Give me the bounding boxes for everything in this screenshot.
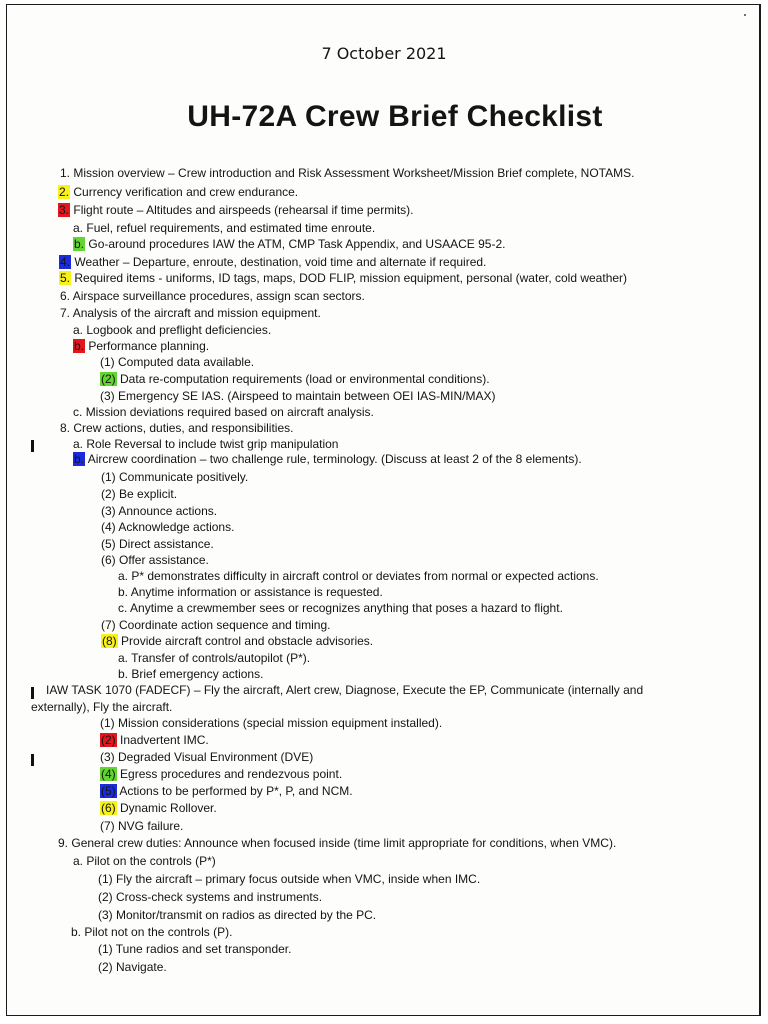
item-number: b. xyxy=(118,667,129,681)
item-text: Anytime information or assistance is requested. xyxy=(130,585,383,599)
checklist-line xyxy=(100,819,183,834)
item-number: (2) xyxy=(101,487,116,501)
checklist-line xyxy=(60,166,634,181)
item-number: a. xyxy=(118,569,129,583)
margin-change-bar xyxy=(31,440,34,452)
checklist-line xyxy=(98,872,480,887)
item-text: Acknowledge actions. xyxy=(118,520,235,534)
checklist-line xyxy=(73,237,505,252)
item-text: externally), Fly the aircraft. xyxy=(31,700,173,714)
item-text: Inadvertent IMC. xyxy=(120,733,209,747)
checklist-line xyxy=(118,601,563,616)
item-number: b. xyxy=(71,925,82,939)
checklist-line xyxy=(101,537,214,552)
checklist-line xyxy=(100,733,209,748)
item-text: Communicate positively. xyxy=(119,470,249,484)
item-number: 8. xyxy=(60,421,71,435)
item-text: Pilot not on the controls (P). xyxy=(84,925,233,939)
item-number: (3) xyxy=(101,504,116,518)
item-text: Analysis of the aircraft and mission equipment. xyxy=(72,306,321,320)
checklist-line xyxy=(100,801,217,816)
highlighted-item-number: (6) xyxy=(101,801,116,815)
checklist-line xyxy=(118,667,263,682)
checklist-line xyxy=(118,651,310,666)
item-text: Mission deviations required based on aircraft analysis. xyxy=(85,405,374,419)
item-number: (7) xyxy=(100,819,115,833)
checklist-line xyxy=(46,683,643,698)
highlighted-item-number: (5) xyxy=(101,784,116,798)
item-text: Direct assistance. xyxy=(119,537,214,551)
item-text: Monitor/transmit on radios as directed by the PC. xyxy=(116,908,377,922)
checklist-line xyxy=(101,470,248,485)
checklist-line xyxy=(58,836,616,851)
item-text: Tune radios and set transponder. xyxy=(115,942,292,956)
item-text: Brief emergency actions. xyxy=(131,667,264,681)
checklist-line xyxy=(59,255,486,270)
checklist-line xyxy=(73,221,375,236)
checklist-line xyxy=(101,618,331,633)
checklist-line xyxy=(73,323,271,338)
highlighted-item-number: (4) xyxy=(101,767,116,781)
item-number: (6) xyxy=(101,553,116,567)
item-number: b. xyxy=(118,585,129,599)
item-text: Performance planning. xyxy=(88,339,210,353)
item-number: (1) xyxy=(98,872,113,886)
highlighted-item-number: (8) xyxy=(102,634,117,648)
checklist-line xyxy=(101,553,209,568)
item-text: Flight route – Altitudes and airspeeds (rehearsal if time permits). xyxy=(73,203,414,217)
checklist-line xyxy=(100,716,442,731)
item-text: Fuel, refuel requirements, and estimated time enroute. xyxy=(86,221,376,235)
checklist-line xyxy=(100,784,353,799)
checklist-line xyxy=(60,289,365,304)
item-text: Required items - uniforms, ID tags, maps, DOD FLIP, mission equipment, personal (water, cold weather) xyxy=(74,271,628,285)
item-text: Pilot on the controls (P*) xyxy=(86,854,216,868)
checklist-line xyxy=(118,585,383,600)
item-text: Currency verification and crew endurance. xyxy=(73,185,299,199)
item-number: a. xyxy=(73,437,84,451)
document-title: UH-72A Crew Brief Checklist xyxy=(187,100,603,133)
highlighted-item-number: 4. xyxy=(60,255,71,269)
item-number: (1) xyxy=(100,355,115,369)
item-text: Navigate. xyxy=(116,960,167,974)
item-text: Dynamic Rollover. xyxy=(120,801,217,815)
checklist-line xyxy=(100,389,496,404)
item-number: c. xyxy=(73,405,83,419)
item-text: Mission overview – Crew introduction and Risk Assessment Worksheet/Mission Brief complete, NOTAMS. xyxy=(73,166,635,180)
checklist-line xyxy=(100,355,254,370)
item-number: (1) xyxy=(101,470,116,484)
highlighted-item-number: b. xyxy=(74,237,85,251)
item-number: a. xyxy=(73,323,84,337)
checklist-line xyxy=(101,520,234,535)
highlighted-item-number: b. xyxy=(74,452,85,466)
checklist-line xyxy=(73,452,582,467)
item-text: Offer assistance. xyxy=(119,553,209,567)
item-number: (3) xyxy=(98,908,113,922)
item-text: Logbook and preflight deficiencies. xyxy=(86,323,272,337)
item-number: a. xyxy=(73,854,84,868)
checklist-line xyxy=(73,437,338,452)
item-number: (5) xyxy=(101,537,116,551)
checklist-line xyxy=(100,767,342,782)
item-text: Announce actions. xyxy=(118,504,218,518)
checklist-line xyxy=(118,569,599,584)
item-text: Be explicit. xyxy=(119,487,178,501)
item-number: (1) xyxy=(100,716,115,730)
checklist-line xyxy=(73,339,209,354)
checklist-line xyxy=(98,908,376,923)
item-number: a. xyxy=(118,651,129,665)
checklist-line xyxy=(31,700,172,715)
item-number: a. xyxy=(73,221,84,235)
checklist-line xyxy=(73,854,216,869)
highlighted-item-number: 3. xyxy=(59,203,70,217)
item-number: (3) xyxy=(100,389,115,403)
item-text: Cross-check systems and instruments. xyxy=(116,890,323,904)
item-number: (1) xyxy=(98,942,113,956)
item-text: Aircrew coordination – two challenge rule, terminology. (Discuss at least 2 of the 8 elements). xyxy=(87,452,582,466)
checklist-line xyxy=(71,925,232,940)
item-text: Anytime a crewmember sees or recognizes anything that poses a hazard to flight. xyxy=(130,601,563,615)
item-text: Coordinate action sequence and timing. xyxy=(119,618,331,632)
item-text: Data re-computation requirements (load or environmental conditions). xyxy=(120,372,490,386)
item-text: Transfer of controls/autopilot (P*). xyxy=(131,651,311,665)
item-text: General crew duties: Announce when focused inside (time limit appropriate for conditions, when VMC). xyxy=(71,836,617,850)
checklist-line xyxy=(98,942,291,957)
checklist-line xyxy=(58,203,414,218)
highlighted-item-number: 5. xyxy=(60,271,71,285)
item-number: (2) xyxy=(98,890,113,904)
item-number: 6. xyxy=(60,289,71,303)
margin-change-bar xyxy=(31,754,34,766)
item-text: Weather – Departure, enroute, destination, void time and alternate if required. xyxy=(74,255,487,269)
item-number: (2) xyxy=(98,960,113,974)
highlighted-item-number: (2) xyxy=(101,372,116,386)
item-text: P* demonstrates difficulty in aircraft control or deviates from normal or expected actions. xyxy=(131,569,599,583)
item-text: NVG failure. xyxy=(118,819,184,833)
checklist-line xyxy=(59,271,627,286)
item-text: Mission considerations (special mission equipment installed). xyxy=(118,716,443,730)
checklist-line xyxy=(101,504,217,519)
item-number: 7. xyxy=(60,306,71,320)
item-text: Actions to be performed by P*, P, and NCM. xyxy=(119,784,353,798)
item-number: (4) xyxy=(101,520,116,534)
checklist-line xyxy=(100,372,490,387)
checklist-line xyxy=(60,306,321,321)
margin-change-bar xyxy=(31,687,34,699)
item-text: Egress procedures and rendezvous point. xyxy=(120,767,343,781)
document-date: 7 October 2021 xyxy=(321,44,447,63)
highlighted-item-number: b. xyxy=(74,339,85,353)
checklist-line xyxy=(98,960,167,975)
checklist-line xyxy=(73,405,374,420)
highlighted-item-number: (2) xyxy=(101,733,116,747)
item-text: Emergency SE IAS. (Airspeed to maintain between OEI IAS-MIN/MAX) xyxy=(118,389,496,403)
scan-speck xyxy=(744,14,746,16)
checklist-line xyxy=(100,750,313,765)
checklist-line xyxy=(58,185,298,200)
item-number: (7) xyxy=(101,618,116,632)
item-number: (3) xyxy=(100,750,115,764)
item-number: 1. xyxy=(60,166,71,180)
item-text: Airspace surveillance procedures, assign scan sectors. xyxy=(72,289,365,303)
item-text: Crew actions, duties, and responsibilities. xyxy=(73,421,294,435)
item-text: Fly the aircraft – primary focus outside when VMC, inside when IMC. xyxy=(116,872,481,886)
item-text: IAW TASK 1070 (FADECF) – Fly the aircraft, Alert crew, Diagnose, Execute the EP, Communicate (internally and xyxy=(46,683,644,697)
highlighted-item-number: 2. xyxy=(59,185,70,199)
item-number: 9. xyxy=(58,836,69,850)
item-text: Degraded Visual Environment (DVE) xyxy=(118,750,314,764)
checklist-line xyxy=(98,890,322,905)
checklist-line xyxy=(60,421,293,436)
item-text: Go-around procedures IAW the ATM, CMP Task Appendix, and USAACE 95-2. xyxy=(88,237,506,251)
item-text: Computed data available. xyxy=(118,355,255,369)
checklist-line xyxy=(101,634,373,649)
item-number: c. xyxy=(118,601,128,615)
checklist-line xyxy=(101,487,177,502)
item-text: Role Reversal to include twist grip manipulation xyxy=(86,437,339,451)
item-text: Provide aircraft control and obstacle advisories. xyxy=(121,634,374,648)
